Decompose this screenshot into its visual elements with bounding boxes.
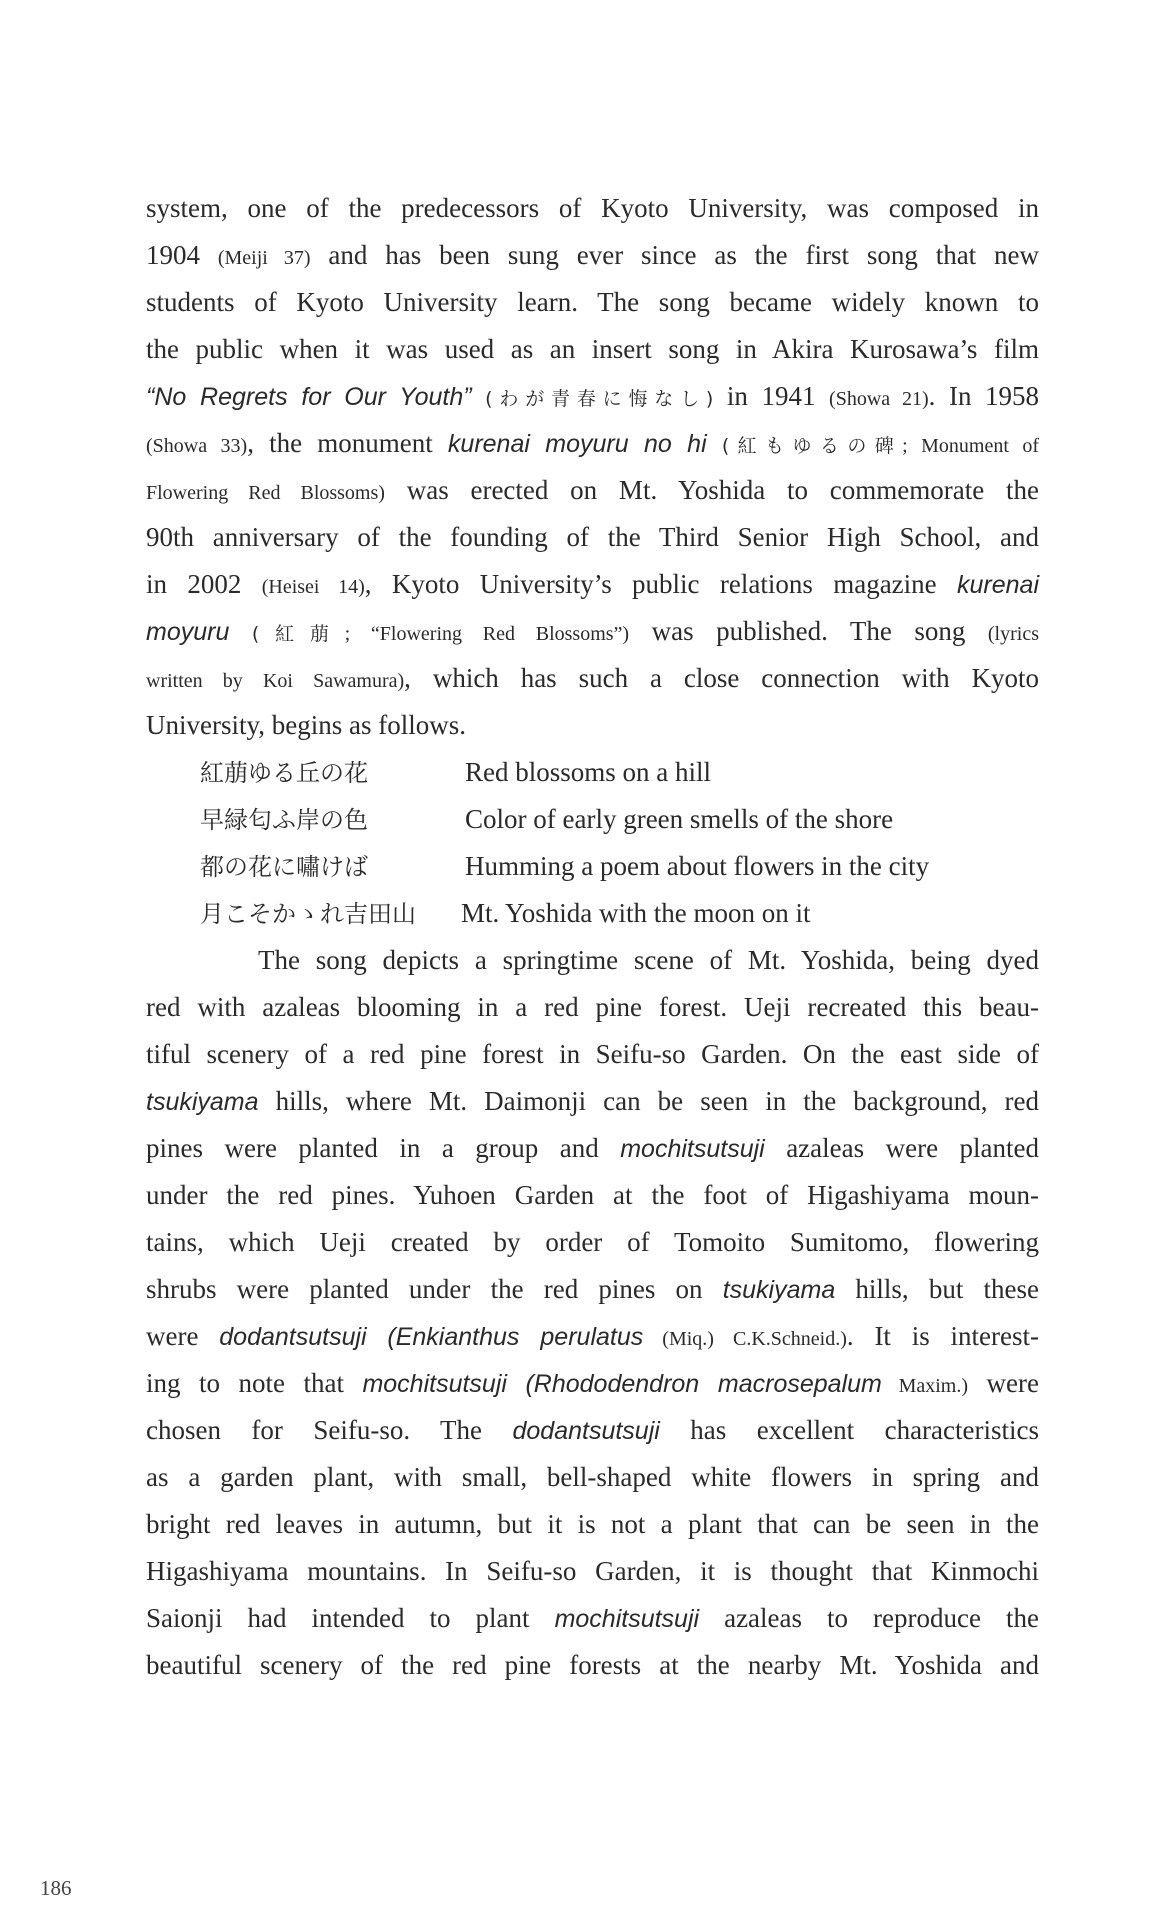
text-run: as a garden plant, with small, bell-shaped white flowers in spring and (146, 1462, 1039, 1492)
text-line (146, 420, 1039, 467)
text-line (146, 1454, 1039, 1501)
text-line (258, 937, 1039, 984)
romanized-term: tsukiyama (146, 1088, 259, 1116)
era-date: (Meiji 37) (217, 247, 311, 269)
text-run: chosen for Seifu-so. The (146, 1415, 513, 1445)
romanized-term: mochitsutsuji (362, 1370, 507, 1398)
text-run: was erected on Mt. Yoshida to commemorate the (384, 475, 1039, 505)
text-line (146, 1360, 1039, 1407)
japanese-term: (紅萠 (251, 623, 345, 645)
verse-english: Red blossoms on a hill (465, 757, 712, 787)
text-run: pines were planted in a group and (146, 1133, 621, 1163)
text-run: , the monument (247, 428, 448, 458)
text-run (472, 381, 486, 411)
text-run: Saionji had intended to plant (146, 1603, 555, 1633)
text-run: Higashiyama mountains. In Seifu-so Garden, it is thought that Kinmochi (146, 1556, 1039, 1586)
text-line (146, 1219, 1039, 1266)
text-run: hills, where Mt. Daimonji can be seen in the background, red (258, 1086, 1039, 1116)
text-run: red with azaleas blooming in a red pine forest. Ueji recreated this beau- (146, 992, 1039, 1022)
text-run: tiful scenery of a red pine forest in Seifu-so Garden. On the east side of (146, 1039, 1039, 1069)
text-line (146, 1642, 1039, 1689)
verse-english: Color of early green smells of the shore (465, 804, 894, 834)
text-line (146, 232, 1039, 279)
text-run: , which has such a close connection with Kyoto (404, 663, 1039, 693)
romanized-term: dodantsutsuji (219, 1323, 367, 1351)
verse-japanese: 早緑匂ふ岸の色 (200, 806, 368, 834)
romanized-term: mochitsutsuji (620, 1135, 765, 1163)
text-run: , Kyoto University’s public relations magazine (364, 569, 958, 599)
romanized-term: tsukiyama (722, 1276, 836, 1304)
text-line (146, 608, 1039, 655)
text-run: students of Kyoto University learn. The song became widely known to (146, 287, 1039, 317)
text-line (146, 1125, 1039, 1172)
text-run: bright red leaves in autumn, but it is not a plant that can be seen in the (146, 1509, 1039, 1539)
lyrics-note: written by Koi Sawamura) (146, 670, 405, 692)
romanized-term: kurenai (957, 571, 1040, 599)
taxonomic-authority: Maxim.) (881, 1375, 969, 1397)
text-line (146, 1595, 1039, 1642)
text-run: azaleas to reproduce the (699, 1603, 1039, 1633)
text-run: . It is interest- (846, 1321, 1039, 1351)
text-run: tains, which Ueji created by order of Tomoito Sumitomo, flowering (146, 1227, 1039, 1257)
text-run: shrubs were planted under the red pines on (146, 1274, 723, 1304)
text-run: was published. The song (629, 616, 988, 646)
text-run: The song depicts a springtime scene of Mt. Yoshida, being dyed (258, 945, 1039, 975)
text-run: 1904 (146, 240, 218, 270)
text-run (229, 616, 252, 646)
text-run: has excellent characteristics (659, 1415, 1039, 1445)
era-date: (Showa 21) (829, 388, 929, 410)
romanized-term: mochitsutsuji (554, 1605, 700, 1633)
text-line (146, 185, 1039, 232)
era-date: (Heisei 14) (261, 576, 365, 598)
text-run: under the red pines. Yuhoen Garden at the foot of Higashiyama moun- (146, 1180, 1039, 1210)
lyrics-note: (lyrics (987, 623, 1039, 645)
text-run (707, 428, 722, 458)
taxonomic-authority: (Miq.) C.K.Schneid.) (643, 1328, 847, 1350)
text-run: system, one of the predecessors of Kyoto University, was composed in (146, 193, 1039, 223)
text-line (146, 1266, 1039, 1313)
text-line (146, 1313, 1039, 1360)
translation-note: ; Monument of (902, 435, 1039, 457)
romanized-term: kurenai moyuru no hi (447, 430, 707, 458)
verse-japanese: 月こそかゝれ吉田山 (200, 900, 416, 928)
text-line (146, 1548, 1039, 1595)
text-line (146, 1031, 1039, 1078)
romanized-term: moyuru (146, 618, 230, 646)
text-run: the public when it was used as an insert song in Akira Kurosawa’s film (146, 334, 1039, 364)
translation-note: Flowering Red Blossoms) (146, 482, 385, 504)
text-run (507, 1368, 526, 1398)
text-line (146, 1501, 1039, 1548)
page-number: 186 (40, 1876, 72, 1900)
text-run: hills, but these (835, 1274, 1039, 1304)
text-line (146, 514, 1039, 561)
text-run: . In 1958 (928, 381, 1040, 411)
text-run: 90th anniversary of the founding of the Third Senior High School, and (146, 522, 1039, 552)
text-line (146, 561, 1039, 608)
text-line (146, 655, 1039, 702)
text-line (146, 326, 1039, 373)
text-run: and has been sung ever since as the first song that new (310, 240, 1039, 270)
text-line (146, 373, 1039, 420)
era-date: (Showa 33) (146, 435, 248, 457)
verse-english: Mt. Yoshida with the moon on it (461, 898, 811, 928)
text-run: in 2002 (146, 569, 262, 599)
text-line (146, 279, 1039, 326)
text-run: in 1941 (713, 381, 830, 411)
scientific-name: (Rhododendron macrosepalum (525, 1370, 882, 1398)
text-line (146, 467, 1039, 514)
translation-note: ; “Flowering Red Blossoms”) (344, 623, 630, 645)
verse-english: Humming a poem about flowers in the city (465, 851, 930, 881)
text-run: azaleas were planted (764, 1133, 1040, 1163)
romanized-term: dodantsutsuji (512, 1417, 660, 1445)
verse-japanese: 都の花に嘯けば (200, 853, 368, 881)
text-run: beautiful scenery of the red pine forests at the nearby Mt. Yoshida and (146, 1650, 1039, 1680)
text-line (146, 1172, 1039, 1219)
japanese-term: (紅もゆるの碑 (721, 435, 903, 457)
scientific-name: (Enkianthus perulatus (387, 1323, 644, 1351)
text-run (367, 1321, 388, 1351)
text-line (146, 984, 1039, 1031)
verse-japanese: 紅萠ゆる丘の花 (200, 759, 368, 787)
text-line (146, 1078, 1039, 1125)
film-title: “No Regrets for Our Youth” (146, 383, 472, 411)
text-run: were (968, 1368, 1039, 1398)
text-run: ing to note that (146, 1368, 363, 1398)
text-run: University, begins as follows. (146, 710, 466, 740)
text-line (146, 1407, 1039, 1454)
text-run: were (146, 1321, 220, 1351)
text-line (146, 702, 1039, 749)
japanese-title: (わが青春に悔なし) (485, 388, 714, 410)
